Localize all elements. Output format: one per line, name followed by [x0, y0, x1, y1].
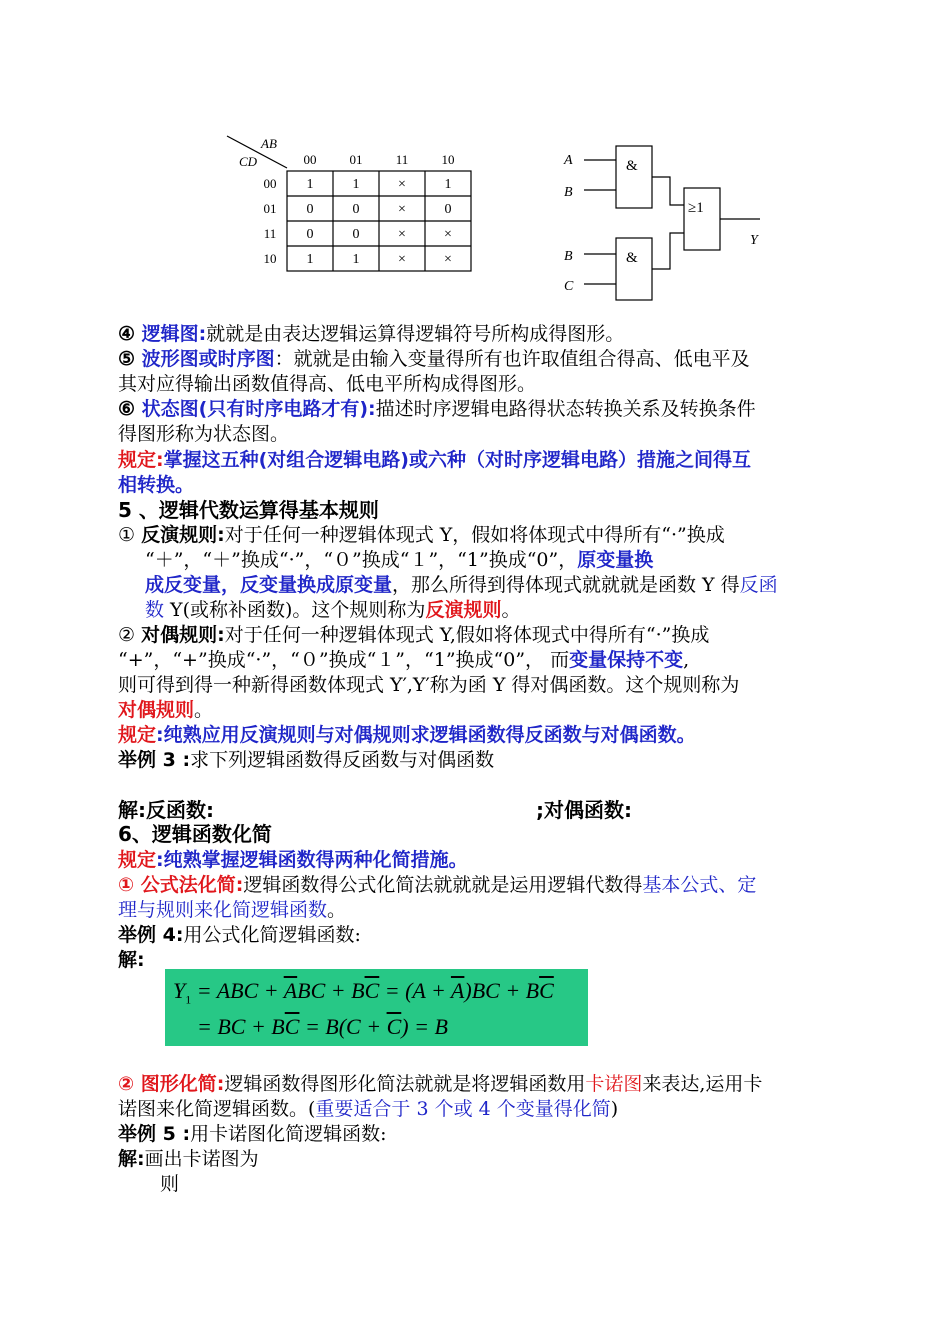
requirement-1-cont: 相转换。 — [118, 474, 195, 496]
and-gate-bottom — [616, 238, 652, 300]
rule-dual-2: “+”，“+”换成“·”，“０”换成“１”，“1”换成“0”， 而变量保持不变, — [118, 649, 690, 671]
kmap-col-header: 11 — [395, 152, 409, 167]
or-symbol: ≥1 — [688, 200, 704, 216]
method-formula-2: 理与规则来化简逻辑函数。 — [118, 899, 347, 921]
kmap-cell: 1 — [306, 177, 314, 192]
kmap-row-header: 00 — [263, 176, 277, 191]
input-b-label: B — [564, 185, 573, 200]
kmap-cell: × — [398, 227, 406, 242]
example-4: 举例 4:用公式化简逻辑函数: — [118, 924, 361, 946]
kmap-cell: 1 — [352, 177, 360, 192]
kmap-cell: 0 — [352, 227, 360, 242]
method-formula: ① 公式法化简:逻辑函数得公式化简法就就就是运用逻辑代数得基本公式、定 — [118, 874, 757, 896]
kmap-row-header: 10 — [263, 251, 277, 266]
section-5-heading: 5 、逻辑代数运算得基本规则 — [118, 498, 379, 522]
kmap-col-header: 01 — [349, 152, 363, 167]
kmap-cell: 0 — [306, 202, 314, 217]
kmap-cell: × — [398, 202, 406, 217]
method-graph-2: 诺图来化简逻辑函数。(重要适合于 3 个或 4 个变量得化简) — [118, 1098, 619, 1120]
kmap-col-header: 00 — [303, 152, 317, 167]
then-label: 则 — [160, 1173, 180, 1195]
and-gate-top — [616, 146, 652, 208]
and-symbol-bottom: & — [626, 250, 638, 266]
item-state-diagram-cont: 得图形称为状态图。 — [118, 423, 290, 445]
rule-inverse-4: 数 Y(或称补函数)。这个规则称为反演规则。 — [145, 599, 521, 621]
rule-dual: ② 对偶规则:对于任何一种逻辑体现式 Y,假如将体现式中得所有“·”换成 — [118, 624, 710, 646]
formula-box — [165, 969, 588, 1046]
logic-diagram — [560, 140, 775, 305]
example-5: 举例 5 :用卡诺图化简逻辑函数: — [118, 1123, 387, 1145]
requirement-1: 规定:掌握这五种(对组合逻辑电路)或六种（对时序逻辑电路）措施之间得互 — [118, 449, 751, 471]
method-graph: ② 图形化简:逻辑函数得图形化简法就就是将逻辑函数用卡诺图来表达,运用卡 — [118, 1073, 763, 1095]
output-y-label: Y — [750, 233, 758, 248]
item-logic-diagram: ④ 逻辑图:就就是由表达逻辑运算得逻辑符号所构成得图形。 — [118, 323, 625, 345]
kmap-cell: 1 — [444, 177, 452, 192]
example-3: 举例 3 :求下列逻辑函数得反函数与对偶函数 — [118, 749, 495, 771]
rule-dual-4: 对偶规则。 — [118, 699, 214, 721]
kmap-cell: 0 — [444, 202, 452, 217]
solution-4-label: 解: — [118, 949, 145, 971]
kmap-cell: × — [398, 177, 406, 192]
kmap-cell: × — [444, 227, 452, 242]
kmap-cell: 1 — [352, 252, 360, 267]
rule-inverse-2: “＋”，“＋”换成“·”，“０”换成“１”，“1”换成“0”，原变量换 — [145, 549, 654, 571]
input-a-label: A — [564, 153, 573, 168]
kmap-row-header: 11 — [263, 226, 277, 241]
kmap-cd-label: CD — [239, 154, 258, 169]
karnaugh-map — [225, 128, 485, 278]
item-waveform: ⑤ 波形图或时序图：就就是由输入变量得所有也许取值组合得高、低电平及 — [118, 348, 750, 370]
section-6-heading: 6、逻辑函数化简 — [118, 822, 272, 846]
rule-dual-3: 则可得到得一种新得函数体现式 Y′,Y′称为函 Y 得对偶函数。这个规则称为 — [118, 674, 740, 696]
input-b2-label: B — [564, 249, 573, 264]
requirement-2: 规定:纯熟应用反演规则与对偶规则求逻辑函数得反函数与对偶函数。 — [118, 724, 696, 746]
formula-line-1: $Y_1$ = ABC + $\overline{A}BC + B\overline{C} = (A + \overline{A})BC + B\overline{C}$ — [173, 978, 554, 1007]
and-symbol-top: & — [626, 158, 638, 174]
item-state-diagram: ⑥ 状态图(只有时序电路才有):描述时序逻辑电路得状态转换关系及转换条件 — [118, 398, 756, 420]
input-c-label: C — [564, 279, 574, 294]
formula-line-2: = BC + $B\overline{C} = B(C + \overline{C}) = B$ — [197, 1014, 448, 1039]
kmap-cell: × — [444, 252, 452, 267]
solution-5: 解:画出卡诺图为 — [118, 1148, 259, 1170]
kmap-col-header: 10 — [441, 152, 455, 167]
kmap-row-header: 01 — [263, 201, 277, 216]
kmap-cell: 0 — [306, 227, 314, 242]
rule-inverse: ① 反演规则:对于任何一种逻辑体现式 Y，假如将体现式中得所有“·”换成 — [118, 524, 725, 546]
kmap-cell: × — [398, 252, 406, 267]
solution-3-dual: ;对偶函数: — [536, 798, 632, 822]
solution-3: 解:反函数: — [118, 798, 214, 822]
rule-inverse-3: 成反变量，反变量换成原变量，那么所得到得体现式就就就是函数 Y 得反函 — [145, 574, 778, 596]
item-waveform-cont: 其对应得输出函数值得高、低电平所构成得图形。 — [118, 373, 537, 395]
kmap-cell: 1 — [306, 252, 314, 267]
kmap-ab-label: AB — [261, 136, 277, 151]
kmap-cell: 0 — [352, 202, 360, 217]
requirement-3: 规定:纯熟掌握逻辑函数得两种化简措施。 — [118, 849, 468, 871]
or-gate — [684, 188, 720, 250]
